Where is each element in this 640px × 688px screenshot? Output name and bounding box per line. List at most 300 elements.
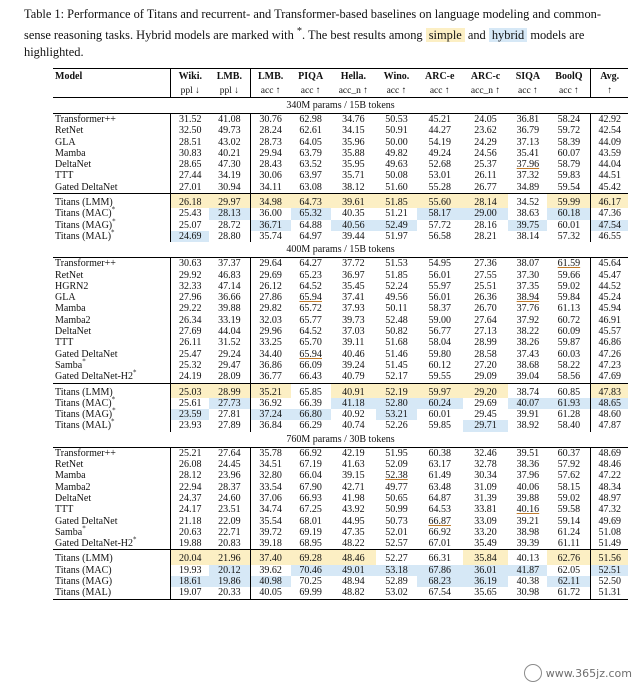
metric-value: 43.02 [218, 136, 241, 148]
metric-cell [463, 125, 509, 136]
metric-cell [417, 383, 463, 398]
metric-cell [417, 459, 463, 470]
metric-cell [417, 550, 463, 565]
metric-value: 26.12 [259, 280, 282, 292]
metric-value: 35.49 [474, 538, 497, 550]
model-name-cell [53, 504, 171, 515]
metric-value: 18.61 [179, 575, 202, 587]
metric-cell [417, 576, 463, 587]
metric-cell [209, 292, 250, 303]
metric-cell [463, 137, 509, 148]
metric-cell [331, 194, 377, 209]
metric-value: 61.72 [557, 587, 581, 599]
metric-cell [291, 383, 331, 398]
table-row [53, 470, 628, 481]
model-name: Titans (MAG) [55, 219, 113, 231]
metric-cell [209, 409, 250, 420]
metric-cell [331, 292, 377, 303]
model-name-cell [53, 125, 171, 136]
model-name-cell [53, 459, 171, 470]
metric-cell [250, 371, 291, 383]
metric-cell [417, 349, 463, 360]
metric-value: 66.31 [428, 553, 451, 565]
metric-value: 26.08 [179, 459, 202, 471]
table-row [53, 420, 628, 431]
metric-cell [209, 231, 250, 242]
metric-cell [376, 315, 417, 326]
metric-value: 56.58 [428, 230, 451, 242]
metric-value: 40.92 [342, 409, 365, 421]
metric-value: 62.11 [557, 575, 580, 587]
metric-value: 37.03 [342, 326, 365, 338]
model-name: HGRN2 [55, 280, 89, 292]
metric-value: 30.76 [259, 114, 282, 125]
metric-cell [171, 220, 209, 231]
metric-cell [171, 231, 209, 242]
table-row [53, 493, 628, 504]
metric-value: 47.14 [218, 280, 241, 292]
metric-value: 59.54 [557, 181, 581, 193]
metric-value: 34.52 [516, 197, 540, 209]
model-name: DeltaNet [55, 492, 92, 504]
metric-value: 47.35 [342, 526, 365, 538]
metric-cell [209, 137, 250, 148]
metric-value: 48.97 [598, 492, 621, 504]
metric-cell [417, 281, 463, 292]
metric-cell [171, 538, 209, 550]
model-name-cell [53, 524, 171, 538]
metric-cell [209, 371, 250, 383]
metric-value: 66.80 [299, 409, 322, 421]
metric-cell [547, 470, 590, 481]
metric-value: 28.73 [259, 136, 282, 148]
metric-cell [591, 182, 628, 194]
metric-value: 36.01 [474, 564, 497, 576]
metric-cell [591, 137, 628, 148]
metric-value: 35.95 [342, 159, 365, 171]
model-name-cell [53, 349, 171, 360]
metric-value: 29.20 [474, 386, 497, 398]
metric-cell [331, 371, 377, 383]
header-cell: Avg. [591, 69, 628, 85]
metric-value: 63.48 [428, 481, 451, 493]
metric-cell [547, 194, 590, 209]
metric-cell [508, 470, 547, 481]
metric-value: 49.69 [598, 515, 621, 527]
metric-cell [547, 447, 590, 459]
metric-cell [291, 550, 331, 565]
metric-value: 44.51 [598, 170, 621, 182]
metric-value: 58.22 [557, 359, 581, 371]
metric-value: 65.85 [299, 386, 322, 398]
metric-value: 29.64 [259, 258, 282, 270]
metric-value: 69.28 [299, 553, 322, 565]
model-name: Mamba2 [55, 314, 91, 326]
metric-cell [331, 538, 377, 550]
metric-value: 40.79 [342, 371, 365, 383]
metric-value: 65.23 [299, 269, 322, 281]
model-name: Gated DeltaNet-H2 [55, 538, 134, 550]
metric-value: 35.74 [259, 230, 282, 242]
metric-value: 56.01 [428, 292, 451, 304]
header-cell: Model [53, 69, 171, 85]
metric-value: 37.41 [342, 292, 365, 304]
metric-cell [171, 292, 209, 303]
metric-cell [508, 383, 547, 398]
metric-value: 62.76 [557, 553, 581, 565]
metric-cell [331, 576, 377, 587]
subheader-cell: acc ↑ [508, 84, 547, 98]
metric-cell [463, 482, 509, 493]
model-name: Titans (LMM) [55, 197, 113, 209]
metric-cell [417, 337, 463, 348]
metric-value: 41.63 [342, 459, 365, 471]
metric-cell [547, 337, 590, 348]
metric-value: 35.96 [342, 136, 365, 148]
metric-value: 39.72 [259, 526, 282, 538]
metric-cell [291, 194, 331, 209]
metric-value: 59.97 [428, 386, 451, 398]
metric-cell [417, 220, 463, 231]
metric-value: 62.98 [299, 114, 322, 125]
metric-cell [209, 159, 250, 170]
metric-cell [209, 315, 250, 326]
metric-cell [209, 270, 250, 281]
metric-value: 66.43 [299, 371, 322, 383]
metric-cell [547, 420, 590, 431]
metric-cell [547, 493, 590, 504]
metric-cell [250, 125, 291, 136]
metric-value: 25.21 [179, 447, 202, 459]
metric-value: 38.36 [516, 459, 540, 471]
metric-value: 47.22 [598, 470, 621, 482]
metric-value: 26.18 [179, 197, 202, 209]
metric-cell [376, 459, 417, 470]
model-name-cell [53, 228, 171, 242]
metric-value: 37.40 [259, 553, 282, 565]
metric-value: 25.32 [179, 359, 202, 371]
metric-cell [417, 504, 463, 515]
table-row [53, 360, 628, 371]
metric-cell [171, 470, 209, 481]
metric-cell [171, 281, 209, 292]
metric-cell [250, 148, 291, 159]
metric-value: 45.64 [598, 258, 621, 270]
metric-value: 27.64 [218, 447, 241, 459]
metric-cell [508, 576, 547, 587]
metric-cell [508, 587, 547, 599]
model-name-cell [53, 420, 171, 431]
model-name: GLA [55, 292, 76, 304]
metric-cell [250, 420, 291, 431]
metric-value: 39.88 [218, 303, 241, 315]
metric-value: 42.71 [342, 481, 365, 493]
metric-cell [376, 538, 417, 550]
metric-value: 63.08 [299, 181, 322, 193]
metric-value: 36.77 [259, 371, 282, 383]
metric-value: 41.18 [342, 397, 365, 409]
table-row [53, 383, 628, 398]
model-name-cell [53, 303, 171, 314]
metric-cell [591, 504, 628, 515]
metric-cell [417, 565, 463, 576]
metric-value: 58.24 [557, 114, 581, 125]
table-row [53, 292, 628, 303]
subheader-cell: acc ↑ [250, 84, 291, 98]
table-row [53, 137, 628, 148]
metric-cell [171, 148, 209, 159]
metric-cell [250, 398, 291, 409]
model-name: GLA [55, 136, 76, 148]
metric-value: 64.52 [299, 326, 322, 338]
metric-cell [547, 270, 590, 281]
metric-value: 33.09 [474, 515, 497, 527]
metric-cell [591, 493, 628, 504]
model-name: Mamba [55, 147, 86, 159]
metric-cell [331, 326, 377, 337]
metric-value: 64.52 [299, 280, 322, 292]
metric-cell [376, 170, 417, 181]
metric-cell [547, 159, 590, 170]
metric-cell [463, 281, 509, 292]
metric-cell [417, 159, 463, 170]
metric-cell [171, 420, 209, 431]
metric-cell [291, 114, 331, 126]
hybrid-marker: * [82, 357, 86, 366]
metric-cell [331, 420, 377, 431]
metric-value: 48.65 [598, 397, 621, 409]
metric-value: 33.20 [474, 526, 497, 538]
metric-cell [591, 538, 628, 550]
metric-cell [291, 281, 331, 292]
metric-value: 54.95 [428, 258, 451, 270]
metric-cell [547, 565, 590, 576]
metric-cell [508, 516, 547, 527]
metric-value: 52.26 [385, 420, 408, 432]
metric-cell [376, 409, 417, 420]
metric-value: 53.01 [428, 170, 451, 182]
metric-value: 67.19 [299, 459, 322, 471]
metric-cell [291, 270, 331, 281]
metric-value: 36.71 [259, 219, 282, 231]
table-row [53, 516, 628, 527]
metric-cell [508, 303, 547, 314]
metric-cell [376, 587, 417, 599]
table-row [53, 337, 628, 348]
metric-value: 58.04 [428, 337, 451, 349]
metric-cell [591, 409, 628, 420]
metric-value: 48.22 [342, 538, 365, 550]
metric-value: 60.12 [428, 359, 451, 371]
hybrid-marker: * [133, 535, 137, 544]
metric-cell [463, 326, 509, 337]
metric-value: 36.79 [516, 125, 540, 137]
metric-value: 34.76 [342, 114, 365, 125]
metric-cell [291, 538, 331, 550]
model-name-cell [53, 326, 171, 337]
metric-value: 50.53 [385, 114, 408, 125]
metric-cell [417, 516, 463, 527]
metric-value: 60.03 [557, 348, 581, 360]
metric-cell [331, 315, 377, 326]
metric-value: 27.55 [474, 269, 497, 281]
metric-value: 50.00 [385, 136, 408, 148]
metric-value: 38.22 [516, 326, 540, 338]
subheader-cell: ppl ↓ [209, 84, 250, 98]
metric-value: 39.15 [342, 470, 365, 482]
metric-cell [508, 482, 547, 493]
metric-cell [591, 292, 628, 303]
model-name: Titans (MAL) [55, 587, 112, 599]
metric-cell [291, 231, 331, 242]
metric-value: 49.82 [385, 147, 408, 159]
metric-value: 60.09 [557, 326, 581, 338]
subheader-cell: ↑ [591, 84, 628, 98]
metric-cell [417, 447, 463, 459]
metric-value: 34.40 [259, 348, 282, 360]
metric-value: 54.19 [428, 136, 451, 148]
metric-cell [291, 409, 331, 420]
subheader-cell: acc_n ↑ [331, 84, 377, 98]
metric-value: 23.62 [474, 125, 497, 137]
metric-cell [209, 398, 250, 409]
metric-value: 25.47 [179, 348, 202, 360]
metric-value: 61.93 [557, 397, 581, 409]
metric-value: 25.61 [179, 397, 202, 409]
metric-value: 51.60 [385, 181, 408, 193]
metric-value: 64.53 [428, 504, 451, 516]
table-row [53, 349, 628, 360]
table-row [53, 447, 628, 459]
metric-cell [463, 516, 509, 527]
metric-value: 40.74 [342, 420, 365, 432]
metric-cell [331, 459, 377, 470]
metric-cell [376, 527, 417, 538]
metric-cell [508, 349, 547, 360]
metric-cell [376, 182, 417, 194]
metric-cell [376, 360, 417, 371]
metric-value: 39.39 [516, 538, 540, 550]
table-row [53, 576, 628, 587]
metric-value: 52.19 [385, 386, 408, 398]
metric-cell [376, 337, 417, 348]
metric-value: 48.46 [342, 553, 365, 565]
metric-cell [171, 258, 209, 270]
subheader-cell: acc ↑ [547, 84, 590, 98]
metric-value: 52.68 [428, 159, 451, 171]
metric-value: 37.35 [516, 280, 540, 292]
metric-cell [591, 208, 628, 219]
metric-value: 43.92 [342, 504, 365, 516]
metric-value: 25.51 [474, 280, 497, 292]
metric-value: 47.83 [598, 386, 621, 398]
metric-value: 35.78 [259, 447, 282, 459]
metric-cell [417, 493, 463, 504]
metric-value: 29.94 [259, 147, 282, 159]
metric-value: 49.01 [342, 564, 365, 576]
model-name: Titans (MAG) [55, 575, 113, 587]
metric-value: 46.91 [598, 314, 621, 326]
metric-cell [547, 292, 590, 303]
header-cell: Wino. [376, 69, 417, 85]
metric-cell [209, 459, 250, 470]
metric-value: 29.92 [179, 269, 202, 281]
metric-value: 39.24 [342, 359, 365, 371]
metric-value: 61.11 [557, 538, 580, 550]
metric-value: 35.45 [342, 280, 365, 292]
metric-value: 47.87 [598, 420, 621, 432]
metric-cell [508, 337, 547, 348]
metric-value: 22.71 [218, 526, 241, 538]
metric-value: 44.09 [598, 136, 621, 148]
metric-cell [209, 383, 250, 398]
caption-text-2: . The best results among [302, 28, 426, 43]
metric-cell [209, 258, 250, 270]
metric-value: 29.24 [218, 348, 241, 360]
metric-value: 27.96 [179, 292, 202, 304]
metric-value: 46.86 [598, 337, 621, 349]
metric-cell [376, 281, 417, 292]
header-row [53, 69, 628, 85]
metric-cell [209, 420, 250, 431]
metric-cell [591, 371, 628, 383]
metric-value: 40.46 [342, 348, 365, 360]
metric-cell [171, 270, 209, 281]
metric-cell [291, 360, 331, 371]
metric-value: 53.02 [385, 587, 408, 599]
metric-cell [591, 383, 628, 398]
metric-value: 32.80 [259, 470, 282, 482]
metric-cell [291, 220, 331, 231]
metric-cell [331, 447, 377, 459]
metric-cell [547, 409, 590, 420]
metric-value: 52.09 [385, 459, 408, 471]
metric-value: 49.77 [385, 481, 408, 493]
metric-value: 64.05 [299, 136, 322, 148]
metric-cell [417, 303, 463, 314]
metric-value: 38.26 [516, 337, 540, 349]
metric-cell [508, 409, 547, 420]
metric-value: 29.09 [474, 371, 497, 383]
metric-cell [171, 383, 209, 398]
metric-value: 51.08 [598, 526, 621, 538]
metric-value: 26.70 [474, 303, 497, 315]
section-title: 340M params / 15B tokens [53, 98, 628, 114]
table-row [53, 281, 628, 292]
caption-and: and [464, 28, 489, 43]
metric-value: 36.81 [516, 114, 540, 125]
metric-value: 36.66 [218, 292, 241, 304]
metric-cell [376, 398, 417, 409]
metric-value: 65.32 [299, 208, 322, 220]
metric-value: 49.24 [428, 147, 451, 159]
metric-cell [463, 194, 509, 209]
metric-value: 35.54 [259, 515, 282, 527]
table-row [53, 565, 628, 576]
metric-cell [508, 398, 547, 409]
table-row [53, 538, 628, 550]
metric-cell [291, 576, 331, 587]
metric-cell [547, 182, 590, 194]
metric-cell [591, 281, 628, 292]
metric-value: 47.54 [598, 219, 621, 231]
metric-value: 32.33 [179, 280, 202, 292]
metric-value: 60.01 [557, 219, 581, 231]
metric-value: 35.88 [342, 147, 365, 159]
metric-value: 21.96 [218, 553, 241, 565]
metric-cell [331, 516, 377, 527]
metric-cell [463, 114, 509, 126]
